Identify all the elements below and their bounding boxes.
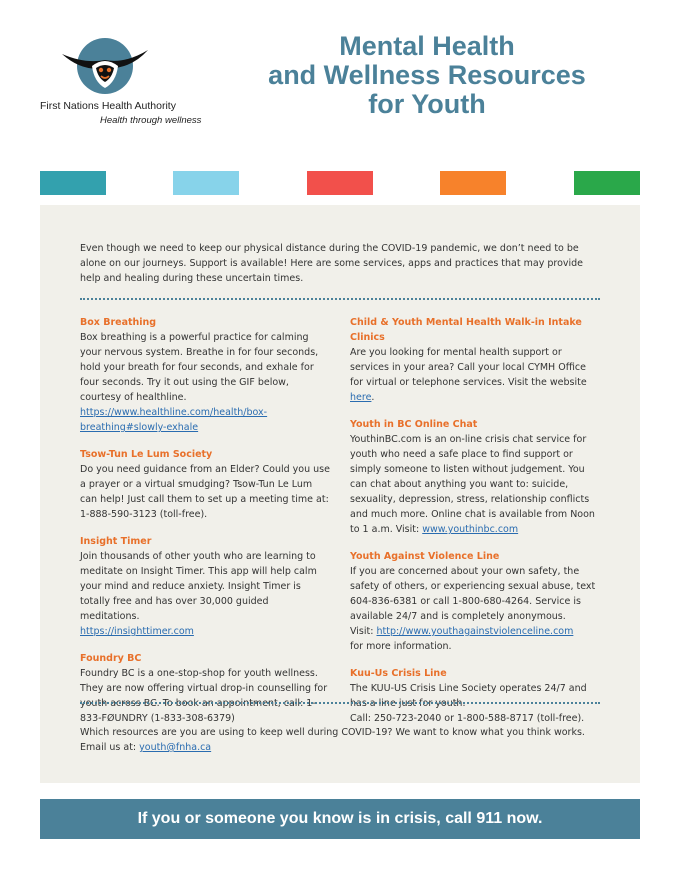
healthline-link[interactable]: https://www.healthline.com/health/box-breathing#slowly-exhale — [80, 407, 268, 433]
resource-title: Youth Against Violence Line — [350, 551, 500, 562]
closing-text: Which resources are you are using to keep well during COVID-19? We want to know what you think works. — [80, 727, 585, 738]
resource-body: If you are concerned about your own safety, the safety of others, or experiencing sexual abuse, text 604-836-6381 or call 1-800-680-4264. Service is available 24/7 and is completely anonymous. — [350, 566, 596, 622]
resource-body: Are you looking for mental health support or services in your area? Call your local CYMH Office for virtual or telephone services. Visit the website — [350, 347, 587, 388]
color-swatch-light-blue — [173, 171, 239, 195]
resource-tail: . — [371, 392, 375, 403]
title-line-1: Mental Health — [339, 31, 515, 61]
title-line-2: and Wellness Resources — [268, 60, 586, 90]
resource-foundry — [80, 651, 330, 726]
fnha-logo — [40, 36, 240, 136]
color-swatch-orange — [440, 171, 506, 195]
crisis-banner: If you or someone you know is in crisis, call 911 now. — [40, 799, 640, 839]
color-swatch-red — [307, 171, 373, 195]
email-label: Email us at: — [80, 742, 137, 753]
resource-kuu-us — [350, 666, 600, 726]
logo-name: First Nations Health Authority — [40, 100, 176, 112]
youth-against-violence-link[interactable]: http://www.youthagainstviolenceline.com — [376, 626, 574, 637]
resource-youth-against-violence — [350, 549, 600, 654]
resource-insight-timer — [80, 534, 330, 639]
resource-title: Insight Timer — [80, 536, 152, 547]
resource-title: Youth in BC Online Chat — [350, 419, 478, 430]
left-column — [80, 315, 330, 738]
color-swatch-teal — [40, 171, 106, 195]
resource-tail: for more information. — [350, 641, 452, 652]
dotted-divider-bottom — [80, 702, 600, 704]
dotted-divider-top — [80, 298, 600, 300]
visit-label: Visit: — [350, 626, 374, 637]
resource-title: Child & Youth Mental Health Walk-in Intake Clinics — [350, 317, 582, 343]
resource-title: Box Breathing — [80, 317, 157, 328]
page-title — [232, 32, 622, 119]
resource-body: The KUU-US Crisis Line Society operates 24/7 and has a line just for youth. — [350, 683, 587, 709]
insight-timer-link[interactable]: https://insighttimer.com — [80, 626, 194, 637]
closing-paragraph — [80, 725, 600, 755]
eagle-logo-icon — [60, 36, 220, 98]
title-line-3: for Youth — [368, 89, 486, 119]
resource-title: Foundry BC — [80, 653, 142, 664]
youthinbc-link[interactable]: www.youthinbc.com — [422, 524, 519, 535]
resource-phone: Call: 250-723-2040 or 1-800-588-8717 (toll-free). — [350, 713, 585, 724]
resource-title: Tsow-Tun Le Lum Society — [80, 449, 213, 460]
resource-body: Do you need guidance from an Elder? Could you use a prayer or a virtual smudging? Tsow-Tun Le Lum can help! Just call them to set up a meeting time at: 1-888-590-3123 (toll-free). — [80, 464, 330, 520]
resource-body: Foundry BC is a one-stop-shop for youth wellness. They are now offering virtual drop-in counselling for youth across BC. To book an appointment, call: 1-833-FØUNDRY (1-833-308-6379) — [80, 668, 328, 724]
intro-paragraph: Even though we need to keep our physical distance during the COVID-19 pandemic, we don’t need to be alone on our journeys. Support is available! Here are some services, apps and practices that may provide help and healing during these uncertain times. — [80, 243, 584, 284]
resource-box-breathing — [80, 315, 330, 435]
resource-youth-in-bc — [350, 417, 600, 537]
right-column — [350, 315, 600, 738]
resource-tsow-tun — [80, 447, 330, 522]
cymh-website-link[interactable]: here — [350, 392, 372, 403]
resource-cymh — [350, 315, 600, 405]
email-link[interactable]: youth@fnha.ca — [139, 742, 212, 753]
resource-body: YouthinBC.com is an on-line crisis chat service for youth who need a safe place to find support or simply someone to listen without judgement. You can chat about anything you want to: suicide, sexuality, depression, stress, relationship conflicts and much more. Online chat is available from Noon to 1 a.m. Visit: — [350, 434, 595, 535]
resource-title: Kuu-Us Crisis Line — [350, 668, 447, 679]
content-panel — [40, 205, 640, 783]
resource-body: Join thousands of other youth who are learning to meditate on Insight Timer. This app will help calm your mind and reduce anxiety. Insight Timer is totally free and has over 30,000 guided meditations. — [80, 551, 317, 622]
color-swatch-green — [574, 171, 640, 195]
logo-tagline: Health through wellness — [100, 115, 202, 126]
resource-body: Box breathing is a powerful practice for calming your nervous system. Breathe in for four seconds, hold your breath for four seconds, and exhale for four seconds. Try it out using the GIF below, courtesy of healthline. — [80, 332, 319, 403]
